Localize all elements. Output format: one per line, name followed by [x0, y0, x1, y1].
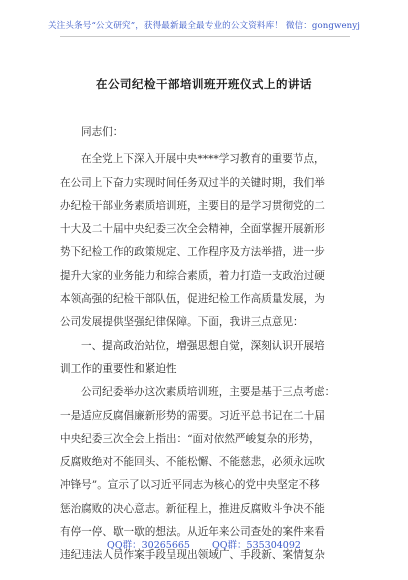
- footer-contacts: [0, 537, 408, 551]
- paragraph-line: 办纪检干部业务素质培训班，主要目的是学习贯彻党的二: [60, 199, 325, 212]
- paragraph-line: 中央纪委三次全会上指出：“面对依然严峻复杂的形势，: [60, 432, 320, 445]
- paragraph-line: 冲锋号”。宣示了以习近平同志为核心的党中央坚定不移: [60, 479, 320, 492]
- footer-qq-group-1: QQ群：30265665: [107, 540, 190, 551]
- paragraph-line: 十大及二十届中央纪委三次全会精神，全面掌握开展新形: [60, 223, 325, 236]
- section-heading: 一、提高政治站位，增强思想自觉，深刻认识开展培: [81, 339, 325, 352]
- header-banner: 关注头条号“公文研究”，获得最新最全最专业的公文资料库！ 微信：gongwenyj: [47, 21, 361, 31]
- paragraph-line: 公司纪委举办这次素质培训班，主要是基于三点考虑：: [81, 386, 336, 399]
- paragraph-line: 本领高强的纪检干部队伍，促进纪检工作高质量发展，为: [60, 293, 325, 306]
- paragraph-line: 提升大家的业务能力和综合素质，着力打造一支政治过硬: [60, 269, 325, 282]
- document-body: [60, 121, 352, 568]
- section-heading-continued: 训工作的重要性和紧迫性: [60, 362, 177, 375]
- paragraph-line: 有停一停、歇一歇的想法。从近年来公司查处的案件来看: [60, 526, 325, 539]
- paragraph-line: 公司发展提供坚强纪律保障。下面，我讲三点意见：: [60, 316, 304, 329]
- greeting: 同志们：: [81, 126, 124, 138]
- paragraph-line: 在全党上下深入开展中央****学习教育的重要节点，: [81, 153, 325, 166]
- document-title: 在公司纪检干部培训班开班仪式上的讲话: [96, 77, 312, 91]
- paragraph-line: 违纪违法人员作案手段呈现出领域广、手段新、案情复杂: [60, 549, 325, 562]
- paragraph-line: 惩治腐败的决心意志。新征程上，推进反腐败斗争决不能: [60, 502, 325, 515]
- paragraph-line: 反腐败绝对不能回头、不能松懈、不能慈悲，必须永远吹: [60, 456, 325, 469]
- paragraph-line: 在公司上下奋力实现时间任务双过半的关键时期，我们举: [60, 176, 325, 189]
- paragraph-line: 势下纪检工作的政策规定、工作程序及方法举措，进一步: [60, 246, 325, 259]
- paragraph-line: 一是适应反腐倡廉新形势的需要。习近平总书记在二十届: [60, 409, 325, 422]
- header-divider: [60, 36, 350, 37]
- footer-qq-group-2: QQ群：535304092: [211, 540, 301, 551]
